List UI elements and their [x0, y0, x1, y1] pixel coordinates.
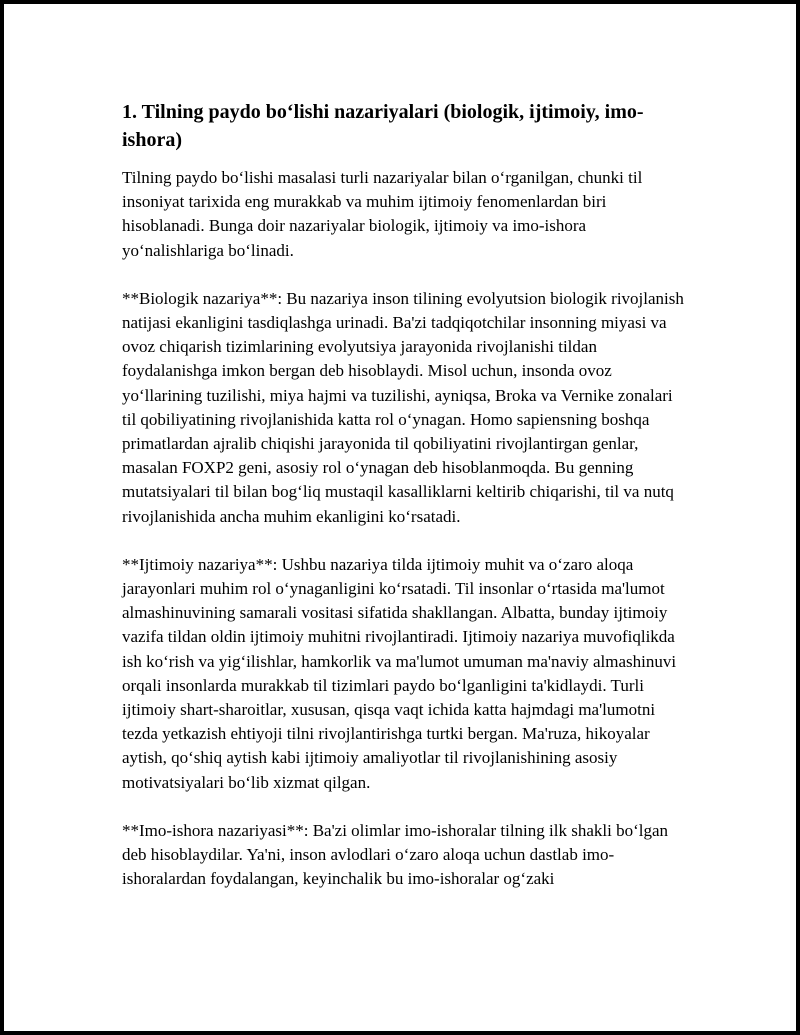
- intro-paragraph: Tilning paydo bo‘lishi masalasi turli nazariyalar bilan o‘rganilgan, chunki til insoniyat tarixida eng murakkab va muhim ijtimoiy fenomenlardan biri hisoblanadi. Bunga doir nazariyalar biologik, ijtimoiy va imo-ishora yo‘nalishlariga bo‘linadi.: [122, 168, 643, 260]
- section-heading: 1. Tilning paydo bo‘lishi nazariyalari (biologik, ijtimoiy, imo-ishora): [122, 101, 644, 151]
- document-body: [122, 98, 690, 891]
- biological-theory-paragraph: **Biologik nazariya**: Bu nazariya inson tilining evolyutsion biologik rivojlanish natijasi ekanligini tasdiqlashga urinadi. Ba'zi tadqiqotchilar insonning miyasi va ovoz chiqarish tizimlarining evolyutsiya jarayonida rivojlanishi tildan foydalanishga imkon bergan deb hisoblaydi. Misol uchun, insonda ovoz yo‘llarining tuzilishi, miya hajmi va tuzilishi, ayniqsa, Broka va Vernike zonalari til qobiliyatining rivojlanishida katta rol o‘ynagan. Homo sapiensning boshqa primatlardan ajralib chiqishi jarayonida til qobiliyatini rivojlantirgan genlar, masalan FOXP2 geni, asosiy rol o‘ynagan deb hisoblanmoqda. Bu genning mutatsiyalari til bilan bog‘liq mustaqil kasalliklarni keltirib chiqarishi, til va nutq rivojlanishida ancha muhim ekanligini ko‘rsatadi.: [122, 288, 684, 526]
- social-theory-paragraph: **Ijtimoiy nazariya**: Ushbu nazariya tilda ijtimoiy muhit va o‘zaro aloqa jarayonlari muhim rol o‘ynaganligini ko‘rsatadi. Til insonlar o‘rtasida ma'lumot almashinuvining samarali vositasi sifatida shakllangan. Albatta, bunday ijtimoiy vazifa tildan oldin ijtimoiy muhitni rivojlantiradi. Ijtimoiy nazariya muvofiqlikda ish ko‘rish va yig‘ilishlar, hamkorlik va ma'lumot umuman ma'naviy almashinuvi orqali insonlarda murakkab til tizimlari paydo bo‘lganligini ta'kidlaydi. Turli ijtimoiy shart-sharoitlar, xususan, qisqa vaqt ichida katta hajmdagi ma'lumotni tezda yetkazish ehtiyoji tilni rivojlantirishga turtki bergan. Ma'ruza, hikoyalar aytish, qo‘shiq aytish kabi ijtimoiy amaliyotlar til rivojlanishining asosiy motivatsiyalari bo‘lib xizmat qilgan.: [122, 554, 677, 792]
- gesture-theory-paragraph: **Imo-ishora nazariyasi**: Ba'zi olimlar imo-ishoralar tilning ilk shakli bo‘lgan deb hisoblaydilar. Ya'ni, inson avlodlari o‘zaro aloqa uchun dastlab imo-ishoralardan foydalangan, keyinchalik bu imo-ishoralar og‘zaki: [122, 820, 668, 889]
